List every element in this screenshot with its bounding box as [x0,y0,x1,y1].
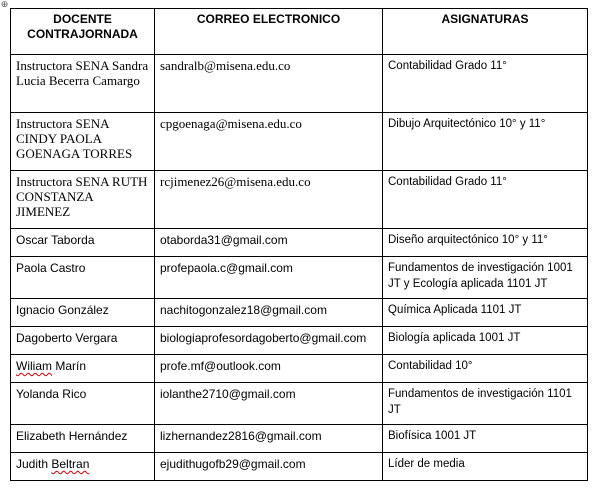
table-row [11,257,588,299]
table-row [11,113,588,171]
docente-cell: Ignacio González [11,299,155,327]
table-row [11,229,588,257]
correo-cell: profepaola.c@gmail.com [155,257,383,299]
docente-cell: Instructora SENA CINDY PAOLA GOENAGA TORRES [11,113,155,171]
correo-cell: lizhernandez2816@gmail.com [155,425,383,453]
asignatura-cell: Líder de media [383,453,588,481]
asignatura-cell: Biología aplicada 1001 JT [383,327,588,355]
docente-cell [11,453,155,481]
correo-cell: otaborda31@gmail.com [155,229,383,257]
docente-cell [11,355,155,383]
correo-cell: rcjimenez26@misena.edu.co [155,171,383,229]
table-row [11,171,588,229]
docente-cell: Dagoberto Vergara [11,327,155,355]
docente-last-name: Marín [52,359,87,373]
docente-first-name: Wiliam [16,359,52,373]
asignatura-cell: Biofísica 1001 JT [383,425,588,453]
correo-cell: sandralb@misena.edu.co [155,55,383,113]
table-header-row [11,9,588,55]
correo-cell: profe.mf@outlook.com [155,355,383,383]
table-row [11,299,588,327]
docente-cell: Yolanda Rico [11,383,155,425]
table-row [11,453,588,481]
docente-first-name: Judith [16,457,49,471]
docente-cell: Elizabeth Hernández [11,425,155,453]
docente-cell: Instructora SENA RUTH CONSTANZA JIMENEZ [11,171,155,229]
table-row [11,355,588,383]
table-row [11,383,588,425]
correo-cell: iolanthe2710@gmail.com [155,383,383,425]
asignatura-cell: Contabilidad Grado 11° [383,171,588,229]
docente-cell: Paola Castro [11,257,155,299]
correo-cell: ejudithugofb29@gmail.com [155,453,383,481]
table-row [11,425,588,453]
asignatura-cell: Dibujo Arquitectónico 10° y 11° [383,113,588,171]
asignatura-cell: Fundamentos de investigación 1001 JT y Ecología aplicada 1101 JT [383,257,588,299]
asignatura-cell: Diseño arquitectónico 10° y 11° [383,229,588,257]
docente-last-name: Beltran [51,457,90,471]
move-anchor-icon[interactable]: ⊕ [0,0,9,9]
asignatura-cell: Contabilidad Grado 11° [383,55,588,113]
correo-cell: nachitogonzalez18@gmail.com [155,299,383,327]
header-asignaturas: ASIGNATURAS [383,9,588,55]
docente-cell: Instructora SENA Sandra Lucia Becerra Camargo [11,55,155,113]
table-row [11,55,588,113]
correo-cell: biologiaprofesordagoberto@gmail.com [155,327,383,355]
table-row [11,327,588,355]
asignatura-cell: Química Aplicada 1101 JT [383,299,588,327]
correo-cell: cpgoenaga@misena.edu.co [155,113,383,171]
docente-cell: Oscar Taborda [11,229,155,257]
header-correo: CORREO ELECTRONICO [155,9,383,55]
docentes-table [10,8,588,481]
header-docente: DOCENTE CONTRAJORNADA [11,9,155,55]
asignatura-cell: Fundamentos de investigación 1101 JT [383,383,588,425]
asignatura-cell: Contabilidad 10° [383,355,588,383]
